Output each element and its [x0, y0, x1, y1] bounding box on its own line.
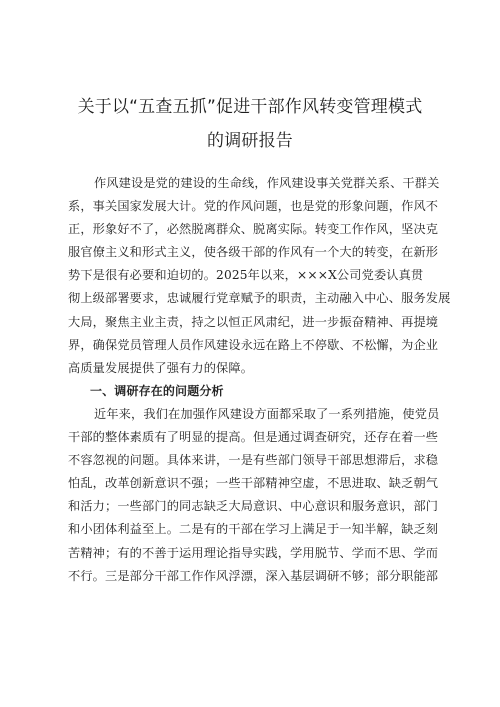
paragraph-1-line: 彻上级部署要求，忠诚履行党章赋予的职责，主动融入中心、服务发展: [68, 291, 451, 306]
paragraph-1-line: 作风建设是党的建设的生命线，作风建设事关党群关系、干群关: [94, 176, 440, 190]
paragraph-1-line: 服官僚主义和形式主义，使各级干部的作风有一个大的转变，在新形: [68, 245, 439, 260]
paragraph-2-line: 不容忽视的问题。具体来讲，一是有些部门领导干部思想滞后，求稳: [68, 453, 439, 468]
paragraph-1-line: 大局，聚焦主业主责，持之以恒正风肃纪，进一步振奋精神、再提境: [68, 314, 439, 329]
paragraph-2-line: 近年来，我们在加强作风建设方面都采取了一系列措施，使党员: [94, 406, 440, 421]
document-title-line-1: 关于以“五查五抓”促进干部作风转变管理模式: [77, 97, 423, 117]
section-1-heading: 一、调研存在的问题分析: [90, 383, 224, 398]
paragraph-2-line: 苦精神；有的不善于运用理论指导实践，学用脱节、学而不思、学而: [68, 545, 439, 560]
paragraph-2-line: 怕乱，改革创新意识不强；一些干部精神空虚，不思进取、缺乏朝气: [68, 476, 439, 491]
paragraph-2-line: 和活力；一些部门的同志缺乏大局意识、中心意识和服务意识，部门: [68, 499, 439, 514]
paragraph-2-line: 和小团体利益至上。二是有的干部在学习上满足于一知半解，缺乏刻: [68, 522, 439, 537]
document-title-line-2: 的调研报告: [207, 131, 293, 151]
paragraph-2-line: 干部的整体素质有了明显的提高。但是通过调查研究，还存在着一些: [68, 430, 439, 445]
paragraph-1-line: 界，确保党员管理人员作风建设永远在路上不停歇、不松懈，为企业: [68, 337, 439, 352]
paragraph-1-line: 系，事关国家发展大计。党的作风问题，也是党的形象问题，作风不: [68, 199, 439, 214]
paragraph-1-line: 高质量发展提供了强有力的保障。: [68, 360, 254, 375]
paragraph-1-line: 正，形象好不了，必然脱离群众、脱离实际。转变工作作风，坚决克: [68, 222, 439, 237]
document-body: [68, 172, 451, 588]
paragraph-2-line: 不行。三是部分干部工作作风浮漂，深入基层调研不够；部分职能部: [68, 568, 439, 583]
paragraph-1-line: 势下是很有必要和迫切的。2025年以来，×××X公司党委认真贯: [68, 268, 424, 283]
